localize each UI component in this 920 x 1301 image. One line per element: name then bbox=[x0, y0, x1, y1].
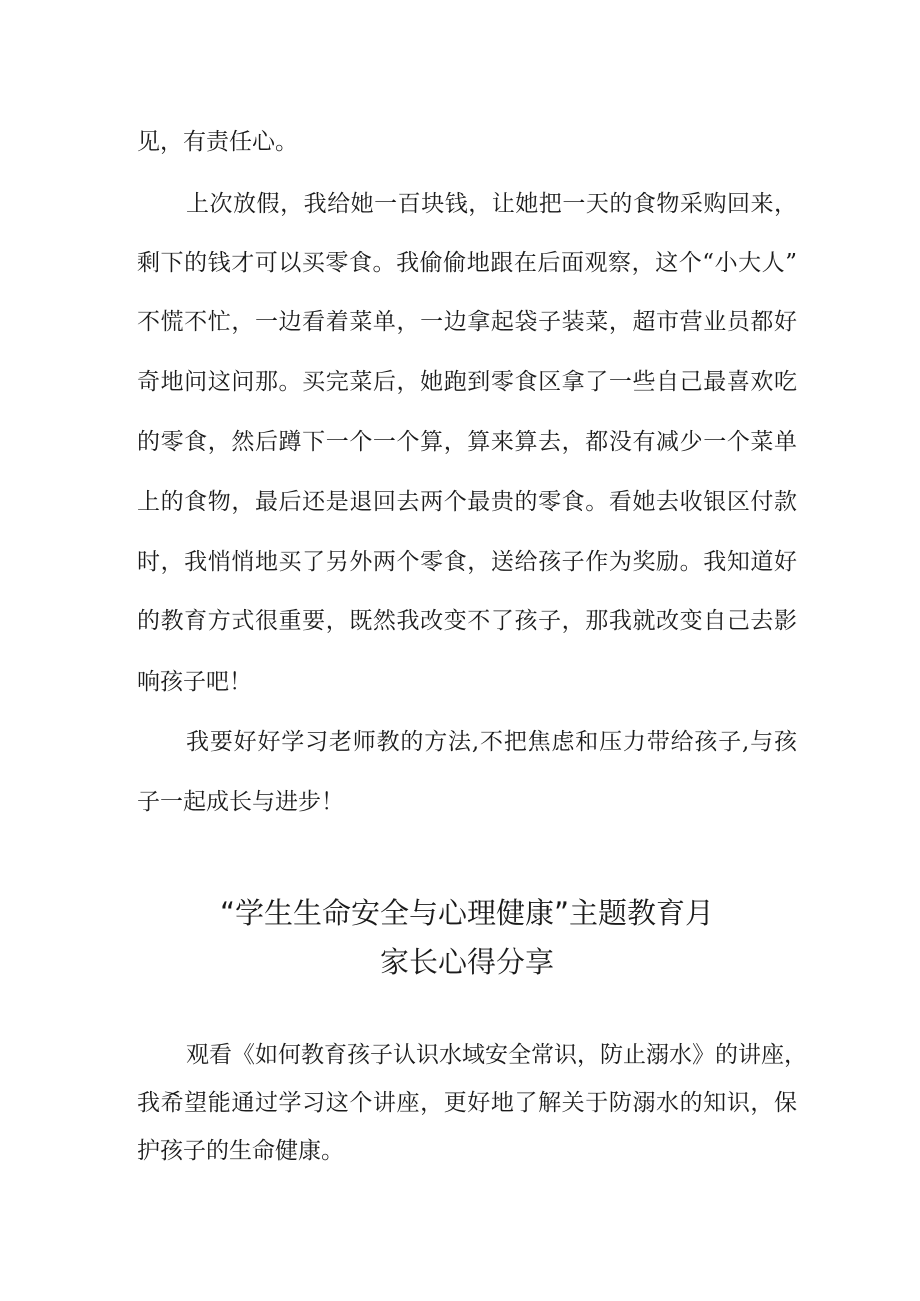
paragraph-line: 上的食物，最后还是退回去两个最贵的零食。看她去收银区付款 bbox=[137, 489, 797, 515]
paragraph-line: 护孩子的生命健康。 bbox=[137, 1138, 344, 1164]
section-title-line-1: “学生生命安全与心理健康”主题教育月 bbox=[219, 896, 715, 930]
paragraph-line: 响孩子吧！ bbox=[137, 669, 252, 695]
section-title-line-2: 家长心得分享 bbox=[379, 945, 554, 979]
paragraph-line: 上次放假，我给她一百块钱，让她把一天的食物采购回来， bbox=[186, 191, 797, 217]
paragraph-line: 的教育方式很重要，既然我改变不了孩子，那我就改变自己去影 bbox=[137, 608, 797, 634]
paragraph-line: 剩下的钱才可以买零食。我偷偷地跟在后面观察，这个“小大人” bbox=[137, 250, 797, 276]
paragraph-line: 奇地问这问那。买完菜后，她跑到零食区拿了一些自己最喜欢吃 bbox=[137, 369, 797, 395]
paragraph-line: 时，我悄悄地买了另外两个零食，送给孩子作为奖励。我知道好 bbox=[137, 549, 797, 575]
paragraph-line: 子一起成长与进步！ bbox=[137, 789, 344, 815]
paragraph-line: 观看《如何教育孩子认识水域安全常识，防止溺水》的讲座， bbox=[186, 1042, 807, 1068]
paragraph-line: 不慌不忙，一边看着菜单，一边拿起袋子装菜，超市营业员都好 bbox=[137, 309, 797, 335]
paragraph-line: 我希望能通过学习这个讲座，更好地了解关于防溺水的知识，保 bbox=[137, 1090, 797, 1116]
paragraph-line: 的零食，然后蹲下一个一个算，算来算去，都没有减少一个菜单 bbox=[137, 429, 797, 455]
paragraph-line: 我要好好学习老师教的方法,不把焦虑和压力带给孩子,与孩 bbox=[186, 729, 797, 755]
paragraph-line: 见，有责任心。 bbox=[137, 129, 298, 155]
